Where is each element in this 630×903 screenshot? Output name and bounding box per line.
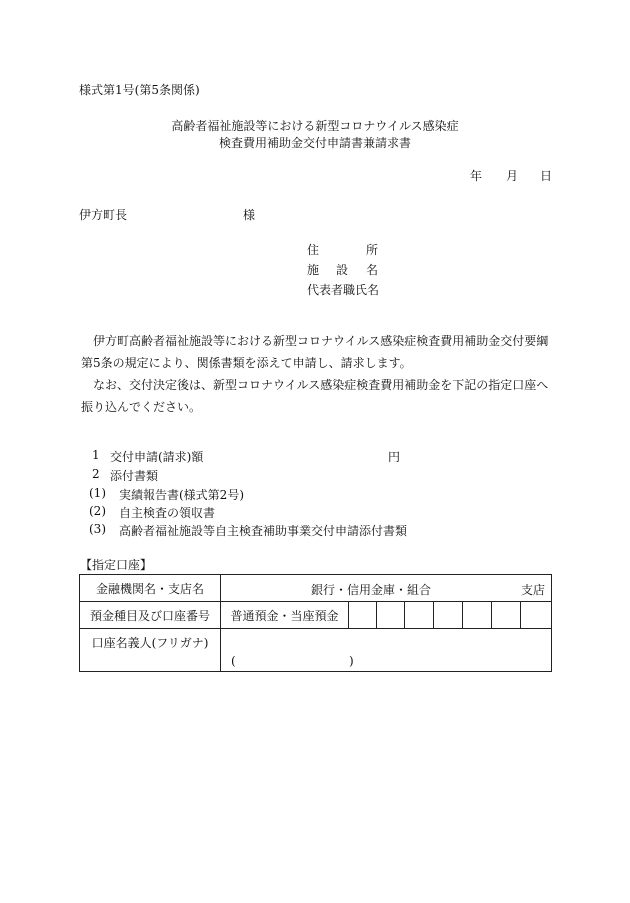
addressee-name: 伊方町長 bbox=[79, 208, 128, 222]
attachment3-number: (3) bbox=[89, 522, 106, 536]
date-month: 月 bbox=[506, 169, 519, 183]
body-paragraphs bbox=[81, 330, 555, 418]
item2-label: 添付書類 bbox=[110, 469, 159, 483]
account-heading: 【指定口座】 bbox=[80, 558, 153, 572]
account-digit-6[interactable] bbox=[492, 602, 521, 629]
holder-paren-close: ) bbox=[349, 654, 354, 668]
bank-type-options: 銀行・信用金庫・組合 bbox=[311, 583, 432, 597]
account-digit-1[interactable] bbox=[349, 602, 377, 629]
branch-suffix: 支店 bbox=[520, 583, 545, 597]
body-paragraph-1: 伊方町高齢者福祉施設等における新型コロナウイルス感染症検査費用補助金交付要綱第5条の規定により、関係書類を添えて申請し、請求します。 bbox=[81, 334, 549, 370]
account-digit-5[interactable] bbox=[463, 602, 492, 629]
form-title-line1: 高齢者福祉施設等における新型コロナウイルス感染症 bbox=[171, 119, 459, 133]
account-holder-row bbox=[80, 629, 552, 672]
applicant-facility-char1: 施 bbox=[307, 263, 320, 277]
applicant-facility-char3: 名 bbox=[366, 263, 379, 277]
account-digit-3[interactable] bbox=[405, 602, 434, 629]
form-title-line2: 検査費用補助金交付申請書兼請求書 bbox=[218, 136, 411, 150]
bank-label: 金融機関名・支店名 bbox=[80, 575, 221, 602]
account-digit-2[interactable] bbox=[377, 602, 405, 629]
item1-unit: 円 bbox=[388, 450, 401, 464]
account-type-label: 預金種目及び口座番号 bbox=[80, 602, 221, 629]
bank-row bbox=[80, 575, 552, 602]
item1-label: 交付申請(請求)額 bbox=[110, 450, 204, 464]
item2-number: 2 bbox=[92, 467, 100, 481]
attachment1-number: (1) bbox=[89, 486, 106, 500]
attachment2-number: (2) bbox=[89, 504, 106, 518]
attachment2-label: 自主検査の領収書 bbox=[119, 506, 216, 520]
account-holder-field[interactable] bbox=[221, 629, 552, 672]
account-type-options[interactable]: 普通預金・当座預金 bbox=[221, 602, 349, 629]
form-number: 様式第1号(第5条関係) bbox=[79, 83, 200, 97]
addressee-honorific: 様 bbox=[243, 208, 256, 222]
bank-field[interactable] bbox=[221, 575, 552, 602]
attachment3-label: 高齢者福祉施設等自主検査補助事業交付申請添付書類 bbox=[119, 524, 408, 538]
date-day: 日 bbox=[540, 169, 553, 183]
account-digit-7[interactable] bbox=[521, 602, 552, 629]
holder-paren-open: ( bbox=[231, 654, 236, 668]
applicant-facility-char2: 設 bbox=[336, 263, 349, 277]
date-year: 年 bbox=[470, 169, 483, 183]
applicant-address-char2: 所 bbox=[366, 243, 379, 257]
account-type-row bbox=[80, 602, 552, 629]
applicant-representative: 代表者職氏名 bbox=[307, 283, 380, 297]
item1-number: 1 bbox=[92, 448, 100, 462]
account-holder-label: 口座名義人(フリガナ) bbox=[80, 629, 221, 672]
account-table bbox=[79, 574, 552, 672]
attachment1-label: 実績報告書(様式第2号) bbox=[119, 488, 244, 502]
body-paragraph-2: なお、交付決定後は、新型コロナウイルス感染症検査費用補助金を下記の指定口座へ振り込んでください。 bbox=[81, 378, 549, 414]
applicant-address-char1: 住 bbox=[307, 243, 320, 257]
account-digit-4[interactable] bbox=[434, 602, 463, 629]
